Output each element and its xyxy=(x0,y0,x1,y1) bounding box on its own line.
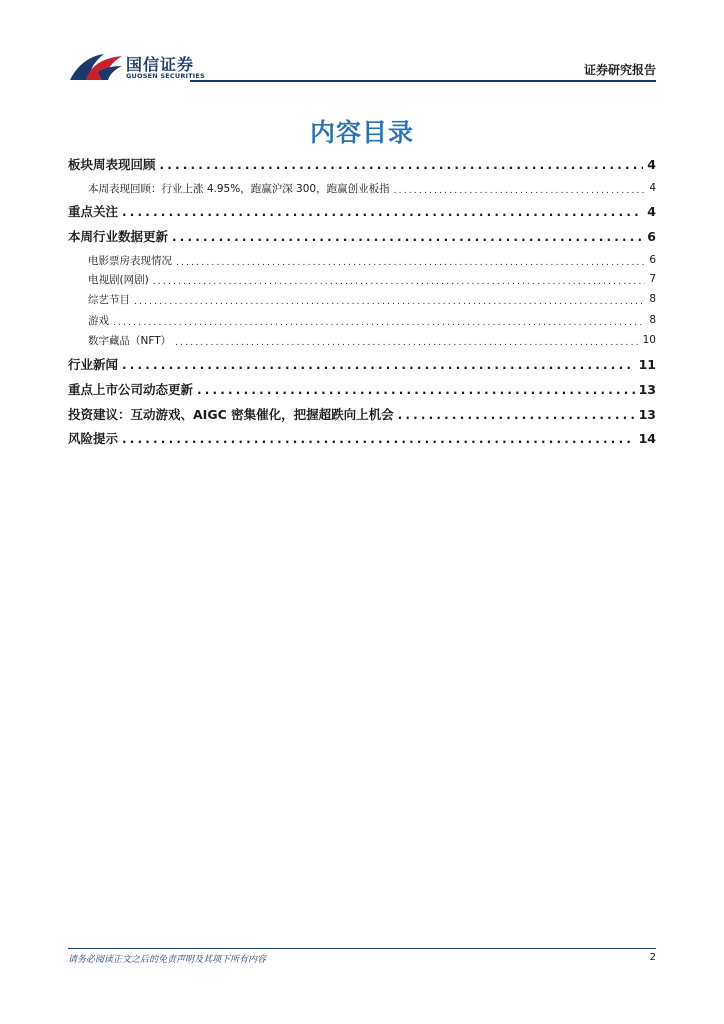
leader-dots xyxy=(153,273,646,285)
leader-dots xyxy=(122,358,635,370)
leader-dots xyxy=(134,293,645,305)
toc-entry-page: 4 xyxy=(647,156,656,172)
toc-entry-page: 13 xyxy=(638,381,656,397)
leader-dots xyxy=(122,432,635,444)
toc-entry-level1[interactable] xyxy=(68,354,656,374)
toc-entry-label: 数字藏品（NFT） xyxy=(88,334,172,347)
toc-entry-level2[interactable] xyxy=(68,250,656,270)
toc-entry-label: 综艺节目 xyxy=(88,293,130,306)
toc-entry-level1[interactable] xyxy=(68,379,656,399)
toc-entry-page: 8 xyxy=(649,314,656,326)
leader-dots xyxy=(394,182,646,194)
toc-entry-page: 10 xyxy=(642,334,656,346)
toc-entry-page: 11 xyxy=(638,356,656,372)
leader-dots xyxy=(197,383,635,395)
toc-entry-page: 4 xyxy=(649,182,656,194)
toc-entry-label: 投资建议：互动游戏、AIGC 密集催化，把握超跌向上机会 xyxy=(68,407,394,422)
toc-entry-label: 重点上市公司动态更新 xyxy=(68,382,194,397)
leader-dots xyxy=(172,230,643,242)
header-divider xyxy=(190,80,656,82)
toc-entry-label: 风险提示 xyxy=(68,431,119,446)
toc-entry-level1[interactable] xyxy=(68,154,656,174)
toc-entry-level2[interactable] xyxy=(68,178,656,198)
leader-dots xyxy=(176,254,645,266)
toc-entry-page: 6 xyxy=(649,254,656,266)
toc-entry-page: 8 xyxy=(649,293,656,305)
leader-dots xyxy=(160,158,644,170)
toc-entry-level2[interactable] xyxy=(68,269,656,289)
footer-divider xyxy=(68,948,656,949)
toc-entry-page: 7 xyxy=(649,273,656,285)
toc-entry-label: 本周表现回顾：行业上涨 4.95%，跑赢沪深 300，跑赢创业板指 xyxy=(88,182,390,195)
footer-page-number: 2 xyxy=(649,952,656,963)
page-header xyxy=(68,48,656,84)
toc-entry-level2[interactable] xyxy=(68,289,656,309)
toc-entry-level1[interactable] xyxy=(68,226,656,246)
guosen-logo-mark-icon xyxy=(68,50,124,82)
toc-entry-label: 本周行业数据更新 xyxy=(68,229,169,244)
toc-entry-level1[interactable] xyxy=(68,428,656,448)
toc-entry-page: 14 xyxy=(638,430,656,446)
toc-entry-label: 重点关注 xyxy=(68,204,119,219)
toc-entry-page: 4 xyxy=(647,203,656,219)
guosen-logo xyxy=(68,50,208,84)
leader-dots xyxy=(113,314,645,326)
footer-disclaimer: 请务必阅读正文之后的免责声明及其项下所有内容 xyxy=(68,955,267,965)
logo-english-name: GUOSEN SECURITIES xyxy=(126,72,205,80)
logo-chinese-name: 国信证券 xyxy=(126,55,195,74)
toc-entry-page: 6 xyxy=(647,228,656,244)
toc-entry-label: 电影票房表现情况 xyxy=(88,254,172,267)
toc-entry-level1[interactable] xyxy=(68,404,656,424)
toc-entry-level2[interactable] xyxy=(68,330,656,350)
toc-entry-level2[interactable] xyxy=(68,310,656,330)
toc-entry-label: 游戏 xyxy=(88,314,109,327)
toc-entry-label: 板块周表现回顾 xyxy=(68,157,156,172)
toc-entry-label: 行业新闻 xyxy=(68,357,119,372)
toc-entry-page: 13 xyxy=(638,406,656,422)
leader-dots xyxy=(122,205,643,217)
report-type-label: 证券研究报告 xyxy=(583,63,656,77)
leader-dots xyxy=(175,334,639,346)
leader-dots xyxy=(398,408,635,420)
toc-entry-level1[interactable] xyxy=(68,201,656,221)
toc-title: 内容目录 xyxy=(309,118,414,147)
toc-entry-label: 电视剧(网剧) xyxy=(88,273,149,286)
